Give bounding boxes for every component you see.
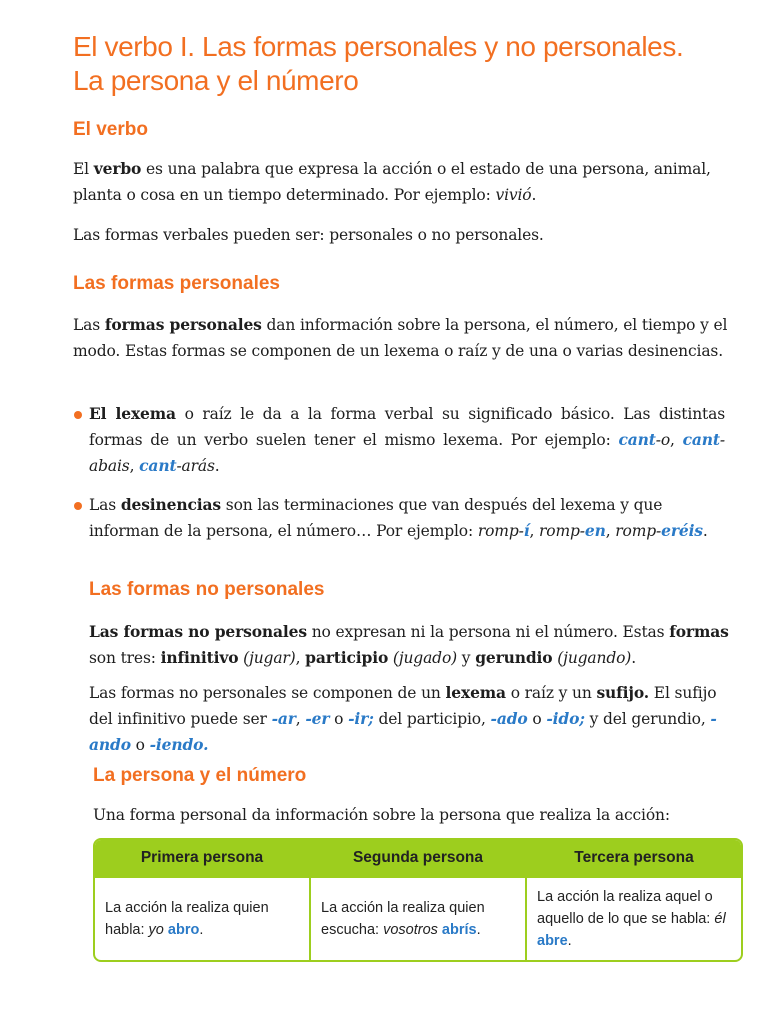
paragraph-formas-no-personales: Las formas no personales no expresan ni la persona ni el número. Estas formas son tres: infinitivo (jugar), participio (jugado) y gerundio (jugando). (89, 622, 729, 667)
title-line-1: El verbo I. Las formas personales y no personales. (73, 31, 684, 62)
heading-persona-numero: La persona y el número (93, 765, 307, 786)
table-column-segunda (311, 840, 527, 960)
bullet-lexema: El lexema o raíz le da a la forma verbal su significado básico. Las distintas formas de un verbo suelen tener el mismo lexema. Por ejemplo: cant-o, cant-abais, cant-arás. (89, 404, 725, 475)
table-header: Segunda persona (311, 840, 525, 878)
paragraph-sufijos: Las formas no personales se componen de un lexema o raíz y un sufijo. El sufijo del infinitivo puede ser -ar, -er o -ir; del participio, -ado o -ido; y del gerundio, -ando o -iendo. (89, 683, 717, 754)
table-cell: La acción la realiza quien habla: yo abro. (105, 900, 269, 938)
paragraph-verbo-types: Las formas verbales pueden ser: personales o no personales. (73, 226, 544, 244)
page-title (73, 30, 683, 98)
table-header: Tercera persona (527, 840, 741, 878)
paragraph-verbo-definition: El verbo es una palabra que expresa la acción o el estado de una persona, animal, planta o cosa en un tiempo determinado. Por ejemplo: vivió. (73, 159, 711, 204)
table-header: Primera persona (95, 840, 309, 878)
paragraph-formas-personales: Las formas personales dan información sobre la persona, el número, el tiempo y el modo. Estas formas se componen de un lexema o raíz y de una o varias desinencias. (73, 315, 728, 360)
bullet-desinencias: Las desinencias son las terminaciones que van después del lexema y que informan de la persona, el número… Por ejemplo: romp-í, romp-en, romp-eréis. (89, 495, 708, 540)
persona-table (93, 838, 743, 962)
table-column-tercera (527, 840, 741, 960)
heading-el-verbo: El verbo (73, 119, 148, 140)
table-column-primera (95, 840, 311, 960)
heading-formas-no-personales: Las formas no personales (89, 579, 325, 600)
bullet-icon (74, 411, 82, 419)
heading-formas-personales: Las formas personales (73, 273, 280, 294)
table-cell: La acción la realiza aquel o aquello de lo que se habla: él abre. (537, 889, 726, 949)
paragraph-persona-numero: Una forma personal da información sobre la persona que realiza la acción: (93, 806, 670, 824)
table-cell: La acción la realiza quien escucha: vosotros abrís. (321, 900, 485, 938)
bullet-icon (74, 502, 82, 510)
title-line-2: La persona y el número (73, 65, 359, 96)
